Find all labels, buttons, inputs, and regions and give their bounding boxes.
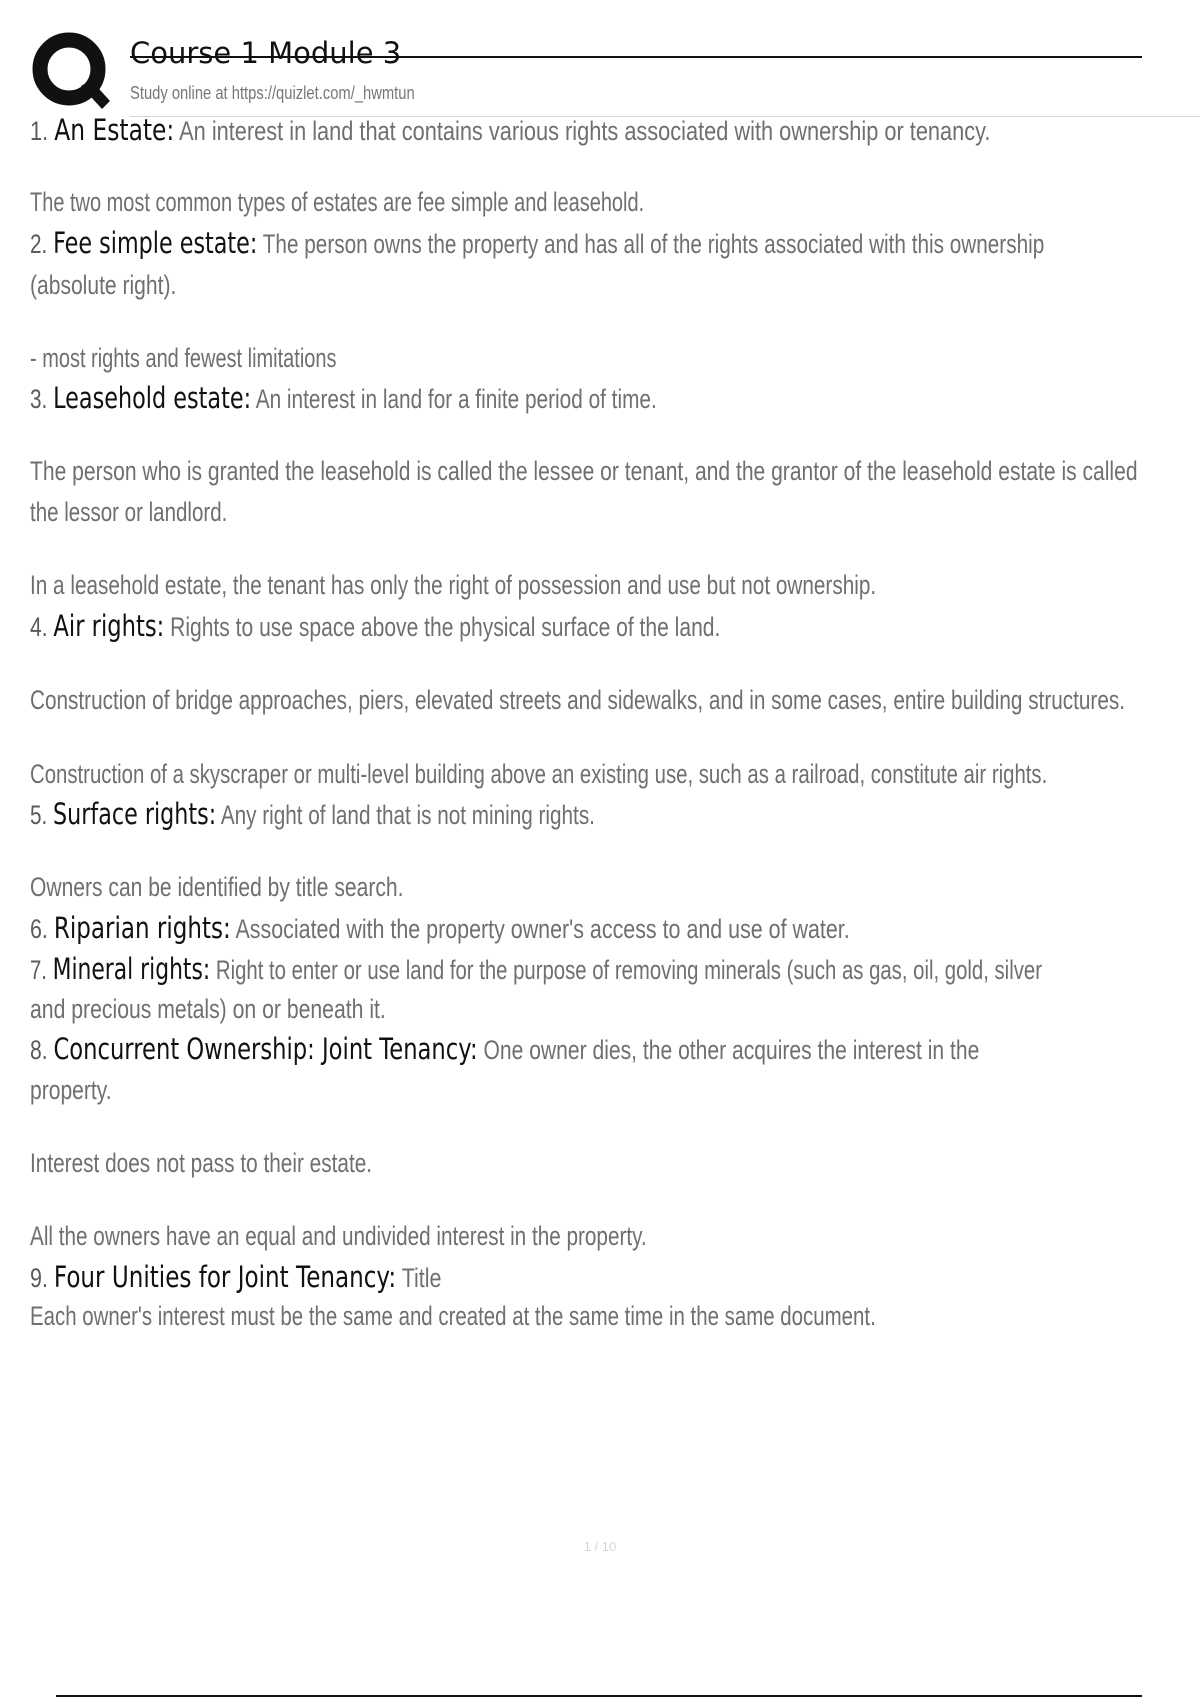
page-header <box>0 0 1200 120</box>
card-number: 6. <box>30 914 48 944</box>
card-term: Leasehold estate: <box>53 381 252 415</box>
card-definition: Title <box>401 1263 442 1293</box>
card-term: Four Unities for Joint Tenancy: <box>53 1260 397 1294</box>
card-definition: The person owns the property and has all of the rights associated with this ownership <box>262 229 1045 259</box>
document-title: Course 1 Module 3 <box>130 36 402 70</box>
card-term: Mineral rights: <box>52 952 211 986</box>
flashcard-list <box>30 118 1200 1458</box>
card-7-continuation: and precious metals) on or beneath it. <box>30 994 386 1024</box>
card-term: Surface rights: <box>53 797 217 831</box>
card-4-term-line <box>30 604 720 648</box>
card-number: 3. <box>30 384 48 414</box>
study-online-link[interactable]: Study online at https://quizlet.com/_hwmtun <box>130 83 415 103</box>
card-6-term-line <box>30 906 850 950</box>
card-term: Concurrent Ownership: Joint Tenancy: <box>53 1032 478 1066</box>
card-definition: Associated with the property owner's access to and use of water. <box>235 914 850 944</box>
card-term: Fee simple estate: <box>53 226 258 260</box>
page-number: 1 / 10 <box>583 1539 617 1554</box>
card-definition: One owner dies, the other acquires the interest in the <box>483 1035 980 1065</box>
card-number: 5. <box>30 800 48 830</box>
card-number: 4. <box>30 612 48 642</box>
footer-rule <box>56 1695 1142 1697</box>
card-8-term-line <box>30 1027 979 1071</box>
card-term: An Estate: <box>54 118 175 147</box>
card-number: 8. <box>30 1035 48 1065</box>
quizlet-logo-icon <box>30 30 112 112</box>
card-number: 9. <box>30 1263 48 1293</box>
card-number: 2. <box>30 229 48 259</box>
card-9-term-line <box>30 1255 441 1299</box>
card-term: Air rights: <box>53 609 165 643</box>
card-3-note: In a leasehold estate, the tenant has only the right of possession and use but not ownership. <box>30 570 877 600</box>
card-1-note: The two most common types of estates are fee simple and leasehold. <box>30 187 645 217</box>
card-8-note: All the owners have an equal and undivided interest in the property. <box>30 1221 647 1251</box>
card-4-note: Construction of bridge approaches, piers, elevated streets and sidewalks, and in some cases, entire building structures. <box>30 685 1125 715</box>
card-9-continuation: Each owner's interest must be the same and created at the same time in the same document. <box>30 1301 876 1331</box>
card-definition: Rights to use space above the physical surface of the land. <box>170 612 721 642</box>
card-definition: Any right of land that is not mining rights. <box>220 800 595 830</box>
card-3-term-line <box>30 376 657 420</box>
title-rule <box>130 56 1142 58</box>
card-2-continuation: (absolute right). <box>30 270 177 300</box>
card-definition: Right to enter or use land for the purpose of removing minerals (such as gas, oil, gold, silver <box>215 955 1042 985</box>
card-number: 1. <box>30 118 49 146</box>
header-divider <box>130 116 1200 117</box>
card-term: Riparian rights: <box>53 911 231 945</box>
card-definition: An interest in land for a finite period of time. <box>255 384 657 414</box>
card-2-term-line <box>30 221 1044 265</box>
card-1-term-line <box>30 118 990 152</box>
card-5-note: Owners can be identified by title search. <box>30 872 404 902</box>
card-8-note: Interest does not pass to their estate. <box>30 1148 373 1178</box>
card-2-note: - most rights and fewest limitations <box>30 343 337 373</box>
card-3-note: the lessor or landlord. <box>30 497 228 527</box>
card-5-term-line <box>30 792 595 836</box>
card-number: 7. <box>30 955 47 985</box>
card-3-note: The person who is granted the leasehold is called the lessee or tenant, and the grantor of the leasehold estate is called <box>30 456 1138 486</box>
card-7-term-line <box>30 947 1042 991</box>
card-8-continuation: property. <box>30 1075 112 1105</box>
card-4-note: Construction of a skyscraper or multi-level building above an existing use, such as a railroad, constitute air rights. <box>30 759 1048 789</box>
card-definition: An interest in land that contains various rights associated with ownership or tenancy. <box>179 118 991 146</box>
